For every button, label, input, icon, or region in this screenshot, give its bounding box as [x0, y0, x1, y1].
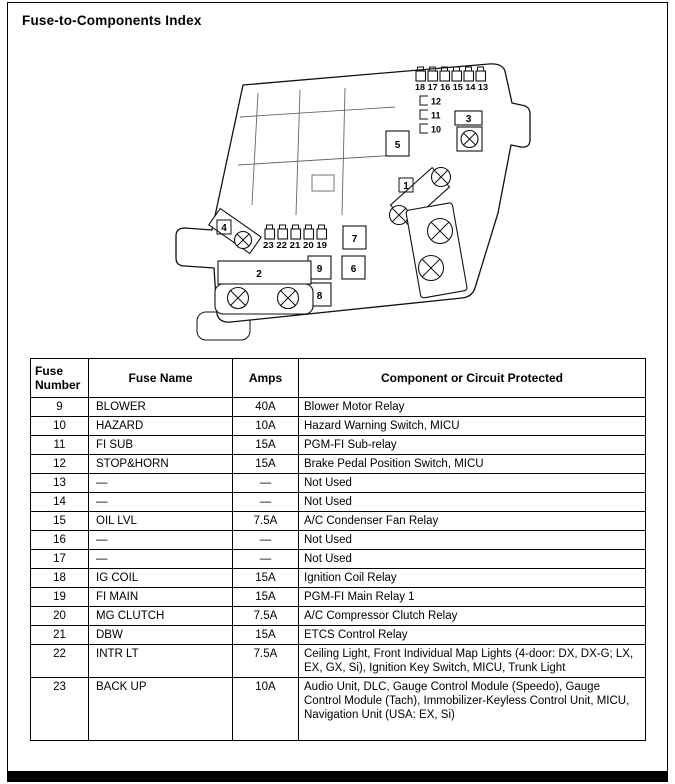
fuse-box-diagram — [8, 55, 667, 355]
cell-fuse-name: — — [89, 550, 233, 569]
cell-fuse-number: 11 — [31, 436, 89, 455]
cell-fuse-number: 12 — [31, 455, 89, 474]
cell-fuse-name: FI MAIN — [89, 588, 233, 607]
diagram-label-relay-1: 1 — [403, 181, 409, 192]
table-header-row — [31, 359, 646, 398]
cell-fuse-name: HAZARD — [89, 417, 233, 436]
cell-component: Not Used — [299, 474, 646, 493]
cell-fuse-name: STOP&HORN — [89, 455, 233, 474]
table-row — [31, 607, 646, 626]
table-row — [31, 550, 646, 569]
table-row — [31, 531, 646, 550]
cell-fuse-name: DBW — [89, 626, 233, 645]
cell-amps: — — [233, 550, 299, 569]
header-fuse-name: Fuse Name — [89, 359, 233, 398]
cell-amps: 15A — [233, 436, 299, 455]
cell-fuse-number: 13 — [31, 474, 89, 493]
header-fuse-number-line1: Fuse — [35, 364, 64, 378]
cell-fuse-number: 22 — [31, 645, 89, 678]
cell-amps: — — [233, 474, 299, 493]
cell-amps: 7.5A — [233, 512, 299, 531]
table-row — [31, 436, 646, 455]
diagram-label-bracket-12: 12 — [431, 96, 442, 107]
table-row — [31, 645, 646, 678]
cell-fuse-name: BACK UP — [89, 678, 233, 741]
table-row — [31, 455, 646, 474]
cell-amps: — — [233, 531, 299, 550]
relay-box-7 — [343, 226, 366, 249]
header-amps: Amps — [233, 359, 299, 398]
cell-fuse-name: — — [89, 531, 233, 550]
cell-fuse-number: 15 — [31, 512, 89, 531]
table-row — [31, 678, 646, 741]
diagram-label-box-5: 5 — [394, 140, 401, 151]
cell-amps: 15A — [233, 588, 299, 607]
cell-fuse-number: 21 — [31, 626, 89, 645]
table-row — [31, 626, 646, 645]
cell-fuse-name: IG COIL — [89, 569, 233, 588]
cell-component: A/C Compressor Clutch Relay — [299, 607, 646, 626]
header-fuse-number-line2: Number — [35, 378, 81, 392]
diagram-label-box-3: 3 — [465, 114, 472, 125]
cell-fuse-name: — — [89, 474, 233, 493]
cell-fuse-name: FI SUB — [89, 436, 233, 455]
relay-block-2 — [215, 261, 313, 314]
cell-fuse-number: 17 — [31, 550, 89, 569]
relay-box-6 — [342, 256, 365, 279]
cell-amps: 15A — [233, 569, 299, 588]
cell-fuse-number: 20 — [31, 607, 89, 626]
diagram-label-bracket-11: 11 — [431, 110, 441, 121]
cell-fuse-number: 14 — [31, 493, 89, 512]
table-row — [31, 493, 646, 512]
cell-component: Audio Unit, DLC, Gauge Control Module (Speedo), Gauge Control Module (Tach), Immobilizer-Keyless Control Unit, MICU, Navigation Unit (USA: EX, Si) — [299, 678, 646, 741]
cell-component: Hazard Warning Switch, MICU — [299, 417, 646, 436]
fuse-row-mid — [263, 225, 327, 250]
cell-component: ETCS Control Relay — [299, 626, 646, 645]
page-frame — [7, 2, 668, 782]
cell-fuse-number: 19 — [31, 588, 89, 607]
diagram-label-relay-4: 4 — [221, 223, 227, 234]
cell-amps: 10A — [233, 417, 299, 436]
cell-component: A/C Condenser Fan Relay — [299, 512, 646, 531]
cell-amps: 10A — [233, 678, 299, 741]
cell-fuse-number: 23 — [31, 678, 89, 741]
relay-box-5 — [386, 131, 409, 156]
cell-amps: — — [233, 493, 299, 512]
cell-fuse-name: BLOWER — [89, 398, 233, 417]
header-component: Component or Circuit Protected — [299, 359, 646, 398]
cell-fuse-name: MG CLUTCH — [89, 607, 233, 626]
table-row — [31, 569, 646, 588]
table-row — [31, 398, 646, 417]
diagram-label-block-2: 2 — [256, 269, 262, 280]
table-row — [31, 474, 646, 493]
cell-fuse-number: 10 — [31, 417, 89, 436]
cell-fuse-number: 18 — [31, 569, 89, 588]
cell-amps: 7.5A — [233, 645, 299, 678]
header-fuse-number — [31, 359, 89, 398]
cell-component: Brake Pedal Position Switch, MICU — [299, 455, 646, 474]
relay-box-3 — [455, 111, 482, 151]
table-row — [31, 417, 646, 436]
diagram-label-mid-row: 23 22 21 20 19 — [263, 240, 328, 250]
diagram-label-box-8: 8 — [316, 291, 323, 302]
cell-component: Ceiling Light, Front Individual Map Lights (4-door: DX, DX-G; LX, EX, GX, Si), Ignition Key Switch, MICU, Trunk Light — [299, 645, 646, 678]
cell-amps: 7.5A — [233, 607, 299, 626]
cell-component: Not Used — [299, 493, 646, 512]
diagram-label-top-row: 18 17 16 15 14 13 — [415, 82, 489, 92]
cell-fuse-number: 16 — [31, 531, 89, 550]
cell-amps: 40A — [233, 398, 299, 417]
cell-component: Not Used — [299, 550, 646, 569]
diagram-label-box-6: 6 — [350, 264, 357, 275]
cell-fuse-name: — — [89, 493, 233, 512]
cell-component: PGM-FI Sub-relay — [299, 436, 646, 455]
page-title: Fuse-to-Components Index — [22, 13, 202, 28]
cell-amps: 15A — [233, 455, 299, 474]
cell-fuse-number: 9 — [31, 398, 89, 417]
fuse-table — [30, 358, 646, 741]
diagram-label-box-9: 9 — [316, 264, 323, 275]
diagram-label-bracket-10: 10 — [431, 124, 442, 135]
table-row — [31, 512, 646, 531]
cell-component: PGM-FI Main Relay 1 — [299, 588, 646, 607]
cell-fuse-name: INTR LT — [89, 645, 233, 678]
cell-amps: 15A — [233, 626, 299, 645]
cell-component: Not Used — [299, 531, 646, 550]
table-row — [31, 588, 646, 607]
cell-component: Blower Motor Relay — [299, 398, 646, 417]
fuse-row-top — [415, 67, 488, 92]
fuse-table-body — [31, 398, 646, 741]
diagram-label-box-7: 7 — [351, 234, 358, 245]
cell-fuse-name: OIL LVL — [89, 512, 233, 531]
cell-component: Ignition Coil Relay — [299, 569, 646, 588]
